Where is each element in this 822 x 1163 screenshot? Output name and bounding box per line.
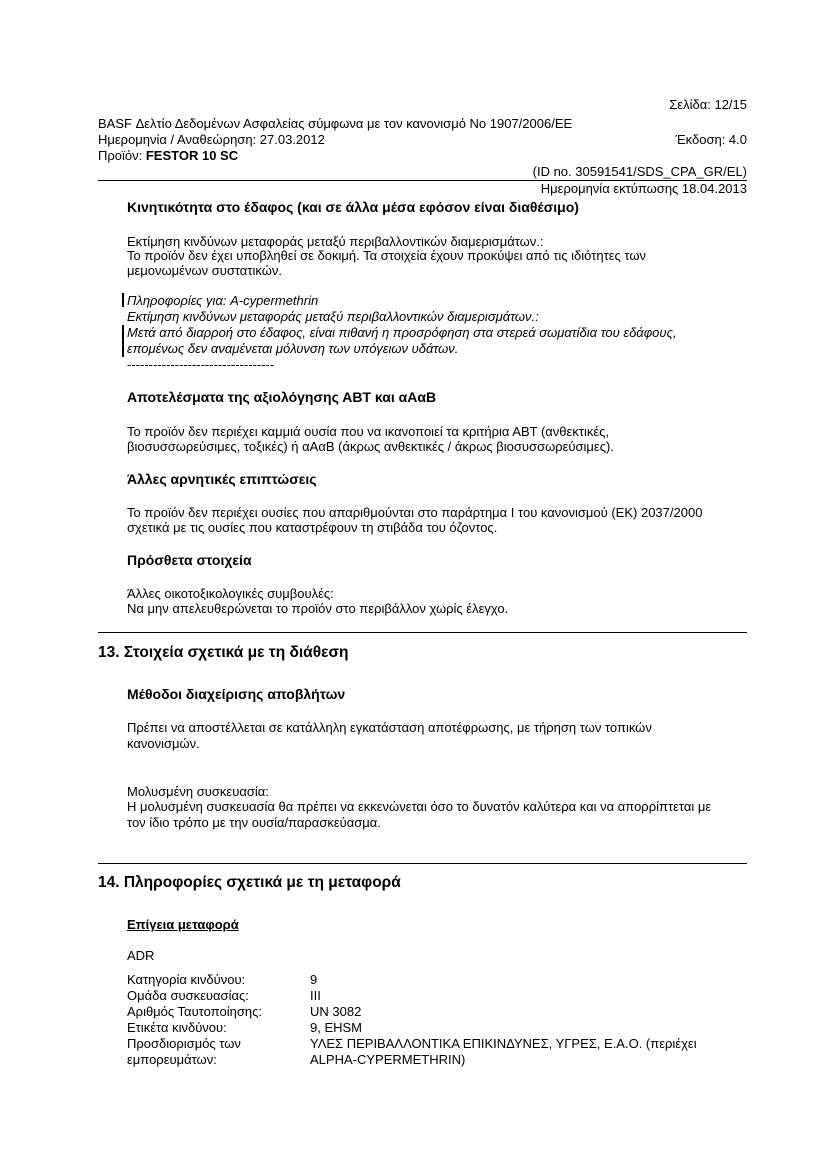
substance-text: Μετά από διαρροή στο έδαφος, είναι πιθανή η προσρόφηση στα στερεά σωματίδια του εδάφους, [127, 325, 677, 340]
waste-methods-heading: Μέθοδοι διαχείρισης αποβλήτων [127, 686, 346, 702]
transport-label: Αριθμός Ταυτοποίησης: [127, 1004, 262, 1019]
waste-text: κανονισμών. [127, 736, 200, 751]
substance-info: Πληροφορίες για: A-cypermethrin [127, 293, 319, 308]
adr-label: ADR [127, 948, 155, 963]
section-13-heading: 13. Στοιχεία σχετικά με τη διάθεση [98, 644, 349, 661]
transport-label: Κατηγορία κινδύνου: [127, 972, 246, 987]
substance-text: Εκτίμηση κινδύνων μεταφοράς μεταξύ περιβαλλοντικών διαμερισμάτων.: [127, 309, 539, 324]
packaging-text: τον ίδιο τρόπο με την ουσία/παρασκεύασμα. [127, 815, 381, 830]
product-name: FESTOR 10 SC [145, 148, 239, 163]
additional-text: Άλλες οικοτοξικολογικές συμβουλές: [127, 586, 334, 601]
revision-date: Ημερομηνία / Αναθεώρηση: 27.03.2012 [98, 132, 325, 147]
change-bar [122, 293, 124, 307]
transport-value: UN 3082 [310, 1004, 362, 1019]
packaging-text: Η μολυσμένη συσκευασία θα πρέπει να εκκενώνεται όσο το δυνατόν καλύτερα και να απορρίπτεται με [127, 799, 712, 814]
pbt-text: βιοσυσσωρεύσιμες, τοξικές) ή αΑαΒ (άκρως ανθεκτικές / άκρως βιοσυσσωρεύσιμες). [127, 439, 614, 454]
additional-heading: Πρόσθετα στοιχεία [127, 552, 252, 568]
product-label: Προϊόν: [98, 148, 146, 163]
other-effects-text: Το προϊόν δεν περιέχει ουσίες που απαριθμούνται στο παράρτημα I του κανονισμού (ΕΚ) 2037/2000 [127, 505, 703, 520]
mobility-text: Το προϊόν δεν έχει υποβληθεί σε δοκιμή. Τα στοιχεία έχουν προκύψει από τις ιδιότητες των [127, 248, 647, 263]
transport-label: Προσδιορισμός των [127, 1036, 241, 1051]
transport-label: Ετικέτα κινδύνου: [127, 1020, 227, 1035]
packaging-label: Μολυσμένη συσκευασία: [127, 784, 269, 799]
transport-label: Ομάδα συσκευασίας: [127, 988, 249, 1003]
mobility-text: Εκτίμηση κινδύνων μεταφοράς μεταξύ περιβαλλοντικών διαμερισμάτων.: [127, 234, 544, 249]
section-rule [98, 863, 747, 864]
separator-dashes: ---------------------------------- [127, 357, 275, 372]
land-transport-heading: Επίγεια μεταφορά [127, 917, 239, 932]
page-number: Σελίδα: 12/15 [669, 97, 747, 112]
other-effects-heading: Άλλες αρνητικές επιπτώσεις [127, 471, 317, 487]
pbt-heading: Αποτελέσματα της αξιολόγησης ΑΒΤ και αΑαΒ [127, 389, 437, 405]
pbt-text: Το προϊόν δεν περιέχει καμμιά ουσία που να ικανοποιεί τα κριτήρια ΑΒΤ (ανθεκτικές, [127, 424, 610, 439]
transport-label: εμπορευμάτων: [127, 1052, 217, 1067]
transport-value: III [310, 988, 321, 1003]
transport-value: ΥΛΕΣ ΠΕΡΙΒΑΛΛΟΝΤΙΚΑ ΕΠΙΚΙΝΔΥΝΕΣ, ΥΓΡΕΣ, Ε.Α.Ο. (περιέχει [310, 1036, 697, 1051]
document-title: BASF Δελτίο Δεδομένων Ασφαλείας σύμφωνα με τον κανονισμό Νο 1907/2006/ΕΕ [98, 116, 573, 131]
section-rule [98, 632, 747, 633]
waste-text: Πρέπει να αποστέλλεται σε κατάλληλη εγκατάσταση αποτέφρωσης, με τήρηση των τοπικών [127, 720, 652, 735]
print-date: Ημερομηνία εκτύπωσης 18.04.2013 [540, 181, 747, 196]
transport-value: ALPHA-CYPERMETHRIN) [310, 1052, 466, 1067]
product-line [98, 148, 238, 164]
transport-value: 9, EHSM [310, 1020, 363, 1035]
substance-text: επομένως δεν αναμένεται μόλυνση των υπόγειων υδάτων. [127, 341, 459, 356]
mobility-text: μεμονωμένων συστατικών. [127, 263, 282, 278]
mobility-heading: Κινητικότητα στο έδαφος (και σε άλλα μέσα εφόσον είναι διαθέσιμο) [127, 199, 579, 215]
change-bar [122, 325, 124, 357]
document-id: (ID no. 30591541/SDS_CPA_GR/EL) [532, 164, 747, 179]
additional-text: Να μην απελευθερώνεται το προϊόν στο περιβάλλον χωρίς έλεγχο. [127, 601, 509, 616]
version: Έκδοση: 4.0 [675, 132, 747, 147]
section-14-heading: 14. Πληροφορίες σχετικά με τη μεταφορά [98, 874, 401, 891]
other-effects-text: σχετικά με τις ουσίες που καταστρέφουν τη στιβάδα του όζοντος. [127, 520, 498, 535]
transport-value: 9 [310, 972, 318, 987]
